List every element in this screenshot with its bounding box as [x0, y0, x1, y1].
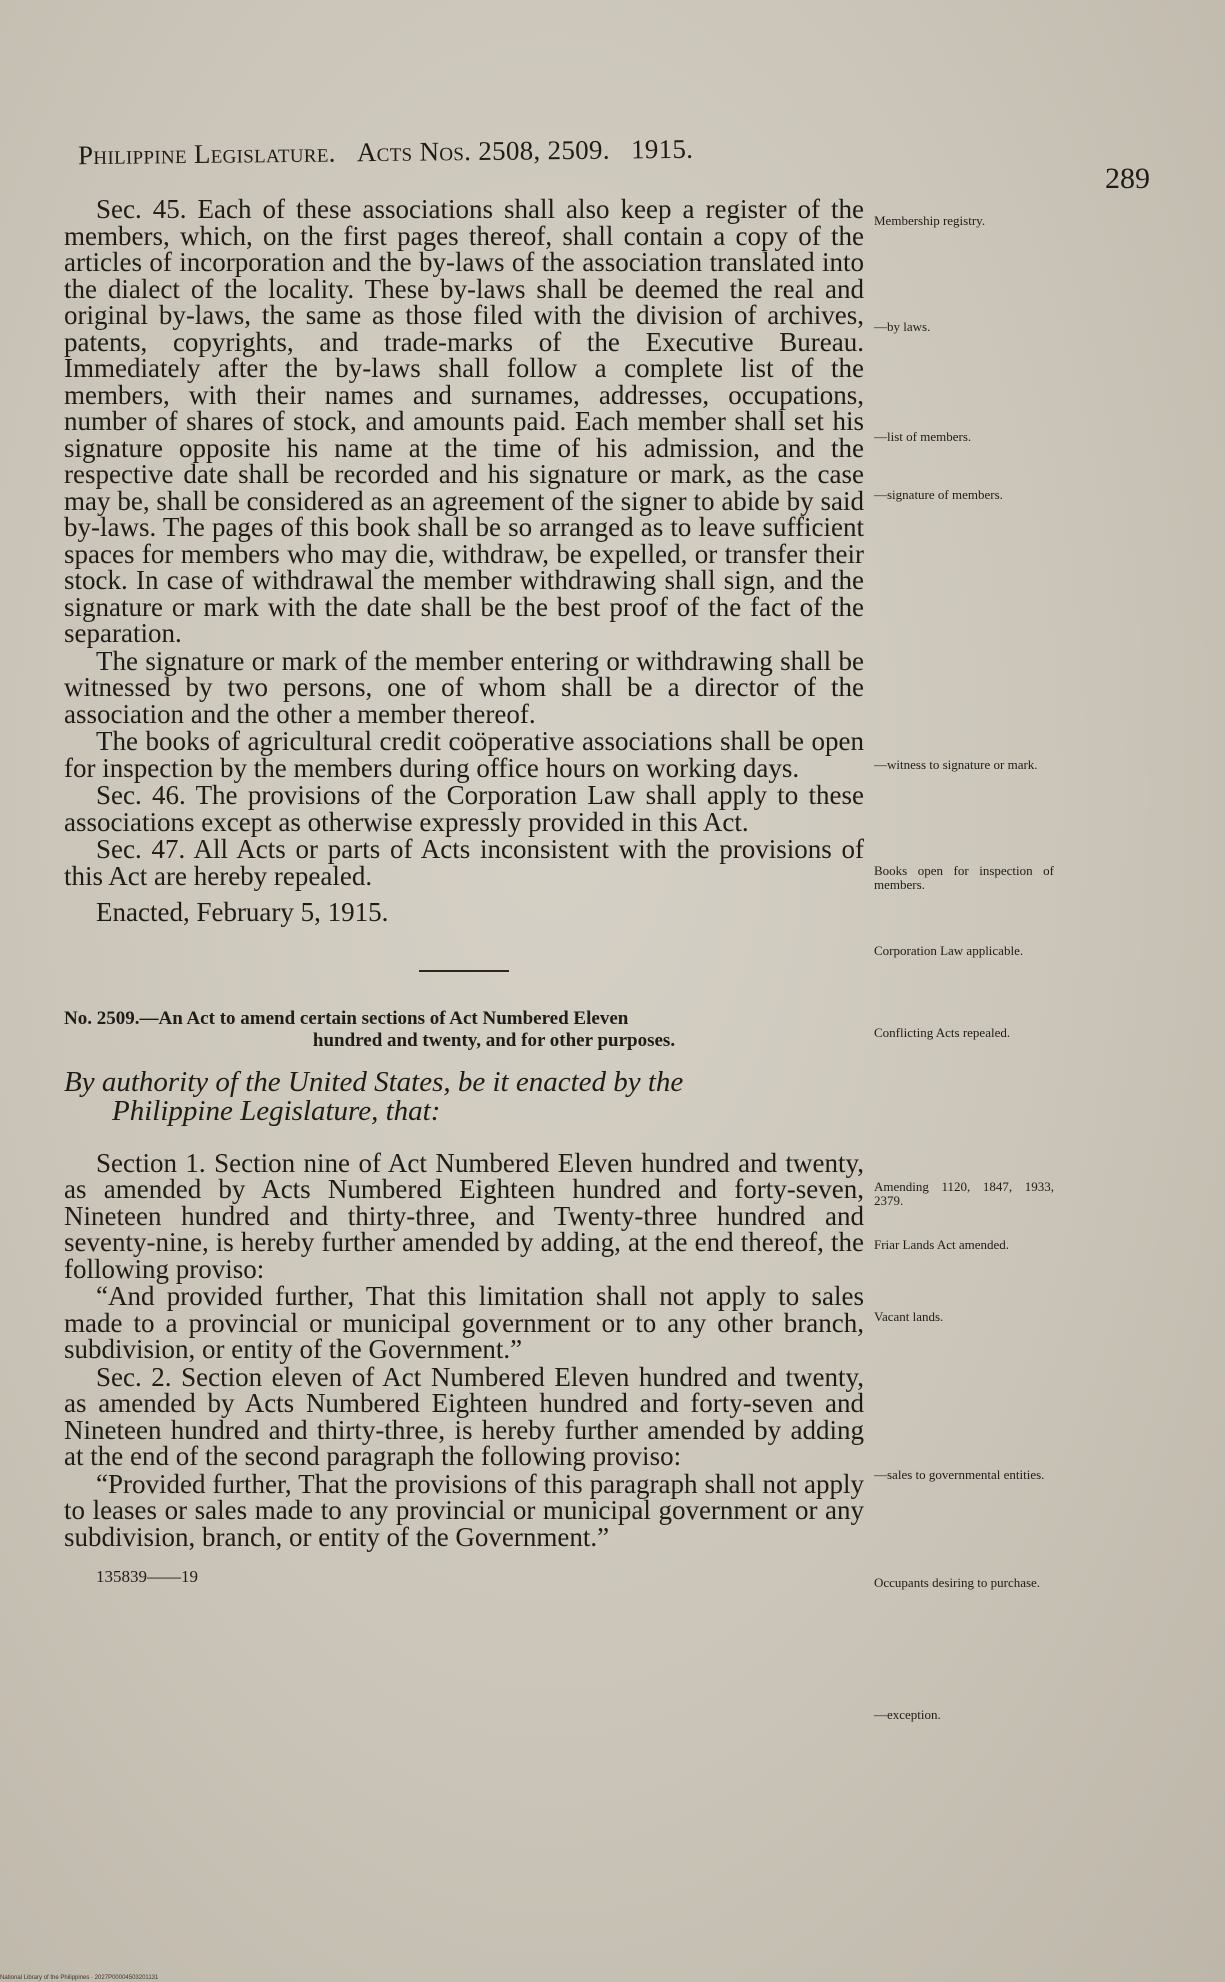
margin-note: —by laws.	[874, 319, 931, 334]
act-2509-section-2: Sec. 2. Section eleven of Act Numbered Eleven hundred and twenty, as amended by Acts Numbered Eighteen hundred and forty-seven and Nineteen hundred and thirty-three, is hereby further amended by adding at the end of the second paragraph the following proviso:	[64, 1361, 864, 1471]
header-title: Philippine Legislature.	[77, 137, 336, 171]
act-2509-section-1: Section 1. Section nine of Act Numbered Eleven hundred and twenty, as amended by Acts Numbered Eighteen hundred and forty-seven, Nineteen hundred and thirty-three, and Twenty-three hundred and seventy-nine, is hereby further amended by adding, at the end thereof, the following proviso:	[64, 1147, 864, 1284]
section-46: Sec. 46. The provisions of the Corporation Law shall apply to these associations except as otherwise expressly provided in this Act.	[64, 780, 864, 837]
printer-code: 135839——19	[96, 1567, 198, 1586]
act-title-line-2: hundred and twenty, and for other purposes.	[312, 1029, 676, 1051]
section-45-paragraph-1: Sec. 45. Each of these associations shall also keep a register of the members, which, on the first pages thereof, shall contain a copy of the articles of incorporation and the by-laws of the association translated into the dialect of the locality. These by-laws shall be deemed the real and original by-laws, the same as those filed with the division of archives, patents, copyrights, and trade-marks of the Executive Bureau. Immediately after the by-laws shall follow a complete list of the members, with their names and surnames, addresses, occupations, number of shares of stock, and amounts paid. Each member shall set his signature opposite his name at the time of his admission, and the respective date shall be recorded and his signature or mark, as the case may be, shall be considered as an agreement of the signer to abide by said by-laws. The pages of this book shall be so arranged as to leave sufficient spaces for members who may die, withdraw, be expelled, or transfer their stock. In case of withdrawal the member withdrawing shall sign, and the signature or mark with the date shall be the best proof of the fact of the separation.	[64, 194, 864, 648]
scan-credit: National Library of the Philippines · 2027P00004503201131	[0, 1975, 159, 1981]
margin-note: Membership registry.	[874, 213, 986, 228]
section-45-paragraph-3: The books of agricultural credit coöperative associations shall be open for inspection by the members during office hours on working days.	[64, 726, 864, 783]
enacting-line-1: By authority of the United States, be it enacted by the	[64, 1065, 684, 1098]
act-title-line-1: No. 2509.—An Act to amend certain sections of Act Numbered Eleven	[64, 1007, 629, 1029]
margin-note: —list of members.	[874, 429, 972, 444]
margin-note: Conflicting Acts repealed.	[874, 1025, 1011, 1040]
header-year: 1915.	[630, 133, 694, 165]
proviso-1: “And provided further, That this limitation shall not apply to sales made to a provincial or municipal government or to any other branch, subdivision, or entity of the Government.”	[64, 1281, 864, 1364]
margin-note: Friar Lands Act amended.	[874, 1237, 1010, 1252]
margin-note: —signature of members.	[874, 487, 1003, 502]
enacting-line-2: Philippine Legislature, that:	[112, 1094, 441, 1127]
margin-note: Occupants desiring to purchase.	[874, 1575, 1041, 1590]
margin-note: Corporation Law applicable.	[874, 943, 1024, 958]
margin-note: —exception.	[874, 1707, 941, 1722]
margin-note: Books open for inspection of members.	[874, 863, 1054, 892]
section-45-paragraph-2: The signature or mark of the member entering or withdrawing shall be witnessed by two persons, one of whom shall be a director of the association and the other a member thereof.	[64, 645, 864, 729]
enacted-date: Enacted, February 5, 1915.	[96, 897, 389, 927]
section-47: Sec. 47. All Acts or parts of Acts inconsistent with the provisions of this Act are hereby repealed.	[64, 834, 864, 891]
margin-note: Vacant lands.	[874, 1309, 944, 1324]
margin-note: Amending 1120, 1847, 1933, 2379.	[874, 1179, 1054, 1208]
margin-note: —witness to signature or mark.	[874, 757, 1038, 772]
header-acts: Acts Nos. 2508, 2509.	[356, 134, 610, 168]
margin-note: —sales to governmental entities.	[874, 1467, 1045, 1482]
page-number: 289	[1105, 162, 1150, 195]
proviso-2: “Provided further, That the provisions of this paragraph shall not apply to leases or sales made to any provincial or municipal government or any subdivision, branch, or entity of the Government.”	[64, 1468, 864, 1552]
